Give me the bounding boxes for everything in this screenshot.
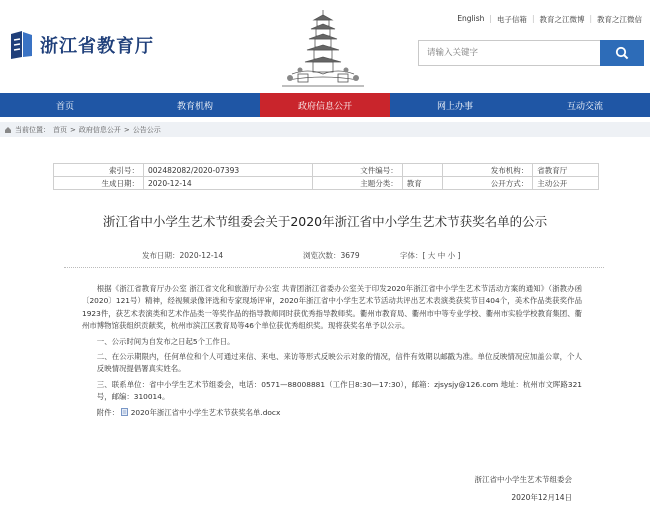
pagoda-illustration (278, 8, 368, 90)
doc-no-value (402, 164, 442, 177)
document-meta-table (53, 163, 599, 190)
search-button[interactable] (600, 40, 644, 66)
breadcrumb-notice[interactable]: 公告公示 (132, 125, 161, 134)
table-row (54, 164, 599, 177)
nav-online-services[interactable]: 网上办事 (436, 101, 473, 112)
breadcrumb-separator: > (70, 125, 76, 134)
separator: | (589, 14, 592, 23)
separator: | (489, 14, 492, 23)
font-label: 字体： (400, 251, 423, 260)
publish-date (142, 250, 223, 261)
org-label: 发布机构： (443, 164, 533, 177)
site-logo[interactable] (8, 30, 154, 60)
index-value: 002482082/2020-07393 (144, 164, 313, 177)
table-row (54, 177, 599, 190)
views-value: 3679 (340, 251, 360, 260)
english-link[interactable]: English (457, 14, 485, 23)
font-size-control (400, 250, 460, 261)
breadcrumb (0, 122, 650, 137)
signature (475, 471, 573, 507)
attachment-label: 附件： (96, 407, 119, 417)
search-input[interactable] (418, 40, 600, 66)
search-bar (418, 40, 644, 66)
paragraph: 根据《浙江省教育厅办公室 浙江省文化和旅游厅办公室 共青团浙江省委办公室关于印发2020年浙江省中小学生艺术节活动方案的通知》（浙教办函〔2020〕121号）精神，经视频录像评选和专家现场评审，2020年浙江省中小学生艺术节活动共评出艺术表演类获奖节目404个，美术作品类获奖作品1923件，获艺术表演类和艺术作品类一等奖作品的指导教师同时获优秀指导教师奖。衢州市教育局、衢州市中等专业学校、衢州市实验学校教育集团、衢州市博物馆获组织贡献奖，杭州市滨江区教育局等46个单位获优秀组织奖。现将获奖名单予以公示。 (82, 284, 582, 331)
publish-label: 发布日期： (142, 251, 180, 260)
divider (64, 267, 604, 268)
breadcrumb-separator: > (123, 125, 130, 134)
attachment-link[interactable]: 2020年浙江省中小学生艺术节获奖名单.docx (130, 407, 281, 417)
breadcrumb-prefix: 当前位置： (15, 125, 50, 134)
nav-home[interactable]: 首页 (55, 101, 74, 112)
font-size-options[interactable]: [ 大 中 小 ] (422, 251, 461, 260)
doc-no-label: 文件编号： (312, 164, 402, 177)
topic-label: 主题分类： (312, 177, 402, 190)
site-name: 浙江省教育厅 (40, 36, 154, 57)
search-icon (615, 46, 629, 60)
separator: | (531, 14, 535, 23)
article-title: 浙江省中小学生艺术节组委会关于2020年浙江省中小学生艺术节获奖名单的公示 (102, 214, 548, 229)
mode-value: 主动公开 (533, 177, 599, 190)
attachment-row (82, 407, 582, 419)
views-label: 浏览次数： (303, 251, 341, 260)
date-value: 2020-12-14 (144, 177, 313, 190)
paragraph: 二、在公示期限内，任何单位和个人可通过来信、来电、来访等形式反映公示对象的情况，信件有效期以邮戳为准。单位反映情况应加盖公章，个人反映情况提倡署真实姓名。 (96, 352, 582, 374)
mode-label: 公开方式： (443, 177, 533, 190)
home-icon (4, 126, 12, 134)
view-count (303, 250, 360, 261)
nav-interaction[interactable]: 互动交流 (566, 101, 603, 112)
breadcrumb-home[interactable]: 首页 (53, 125, 67, 134)
top-links (457, 14, 642, 25)
breadcrumb-gov-info[interactable]: 政府信息公开 (78, 125, 121, 134)
wechat-link[interactable]: 教育之江微信 (597, 15, 642, 24)
org-value: 省教育厅 (533, 164, 599, 177)
nav-institutions[interactable]: 教育机构 (176, 101, 213, 112)
sign-org: 浙江省中小学生艺术节组委会 (474, 475, 572, 484)
email-link[interactable]: 电子信箱 (496, 15, 527, 24)
nav-gov-info[interactable]: 政府信息公开 (260, 93, 390, 117)
publish-value: 2020-12-14 (179, 251, 224, 260)
docx-file-icon (121, 408, 128, 416)
sign-date: 2020年12月14日 (511, 493, 572, 502)
article-body (82, 283, 582, 422)
main-nav (0, 93, 650, 117)
topic-value: 教育 (402, 177, 442, 190)
index-label: 索引号： (54, 164, 144, 177)
paragraph: 一、公示时间为自发布之日起5个工作日。 (96, 336, 235, 346)
weibo-link[interactable]: 教育之江微博 (539, 15, 585, 24)
logo-mark-icon (8, 30, 34, 60)
paragraph: 三、联系单位：省中小学生艺术节组委会，电话：0571—88008881（工作日8:30—17:30），邮箱：zjsysjy@126.com 地址：杭州市文晖路321号，邮编：310014。 (96, 379, 582, 402)
date-label: 生成日期： (54, 177, 144, 190)
